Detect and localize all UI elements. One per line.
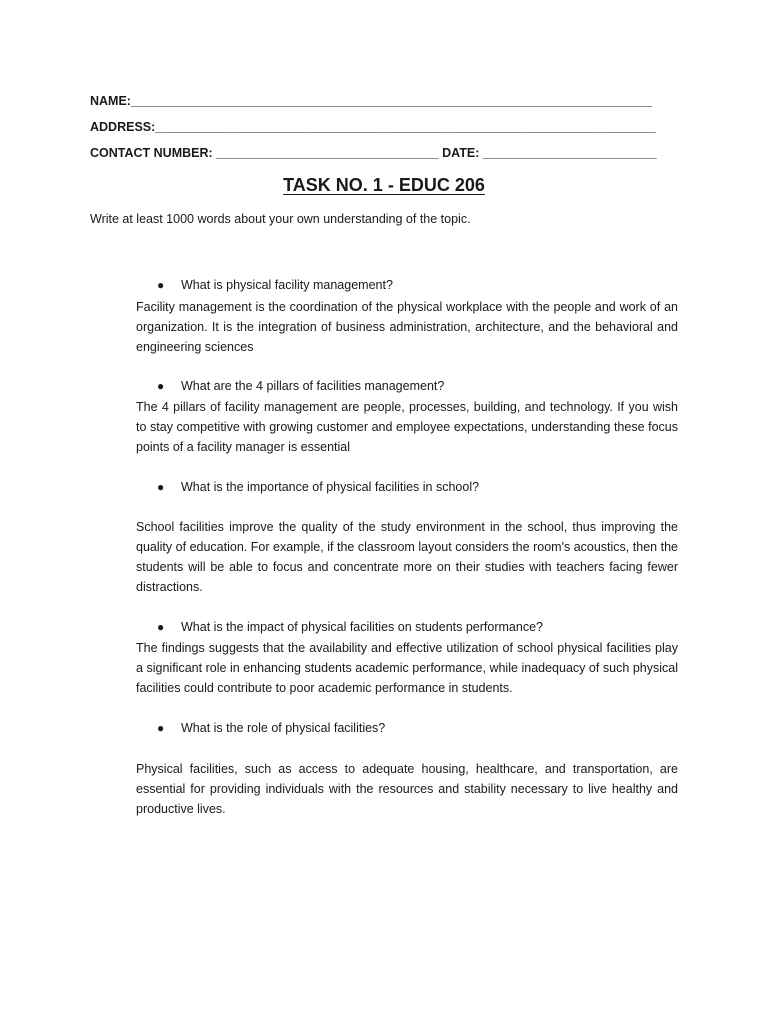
bullet-icon: ● bbox=[157, 721, 165, 735]
question-item bbox=[157, 721, 385, 735]
contact-number-blank: ________________________________ bbox=[216, 146, 439, 160]
answer-text: The findings suggests that the availability and effective utilization of school physical facilities play a significant role in enhancing students academic performance, while inadequacy of such physical facilities could contribute to poor academic performance in students. bbox=[136, 641, 678, 695]
date-blank: _________________________ bbox=[482, 146, 657, 160]
bullet-icon: ● bbox=[157, 480, 165, 494]
date-label: DATE: bbox=[438, 146, 483, 160]
bullet-icon: ● bbox=[157, 379, 165, 393]
bullet-icon: ● bbox=[157, 278, 165, 292]
question-text: What is physical facility management? bbox=[181, 278, 393, 292]
bullet-icon: ● bbox=[157, 620, 165, 634]
question-item bbox=[157, 480, 479, 494]
question-text: What is the importance of physical facilities in school? bbox=[181, 480, 480, 494]
question-item bbox=[157, 278, 393, 292]
question-item bbox=[157, 379, 444, 393]
name-field-line: NAME:___________________________________________________________________________ bbox=[90, 94, 653, 108]
question-text: What are the 4 pillars of facilities management? bbox=[181, 379, 445, 393]
answer-text: Facility management is the coordination of the physical workplace with the people and work of an organization. It is the integration of business administration, architecture, and the behavioral and engineering sciences bbox=[136, 300, 678, 354]
answer-text: Physical facilities, such as access to adequate housing, healthcare, and transportation, are essential for providing individuals with the resources and stability necessary to live healthy and productive lives. bbox=[136, 762, 678, 816]
instruction-text: Write at least 1000 words about your own understanding of the topic. bbox=[90, 212, 471, 226]
question-text: What is the role of physical facilities? bbox=[181, 721, 386, 735]
answer-text: The 4 pillars of facility management are people, processes, building, and technology. If you wish to stay competitive with growing customer and employee expectations, understanding these focus points of a facility manager is essential bbox=[136, 400, 678, 454]
answer-text: School facilities improve the quality of the study environment in the school, thus improving the quality of education. For example, if the classroom layout considers the room's acoustics, then the students will be able to focus and concentrate more on their studies with teachers facing fewer distractions. bbox=[136, 520, 678, 594]
contact-date-line bbox=[90, 146, 657, 160]
question-text: What is the impact of physical facilities on students performance? bbox=[181, 620, 543, 634]
page-title: TASK NO. 1 - EDUC 206 bbox=[283, 175, 485, 195]
contact-number-label: CONTACT NUMBER: bbox=[90, 146, 217, 160]
question-item bbox=[157, 620, 543, 634]
address-field-line: ADDRESS:________________________________________________________________________ bbox=[90, 120, 656, 134]
